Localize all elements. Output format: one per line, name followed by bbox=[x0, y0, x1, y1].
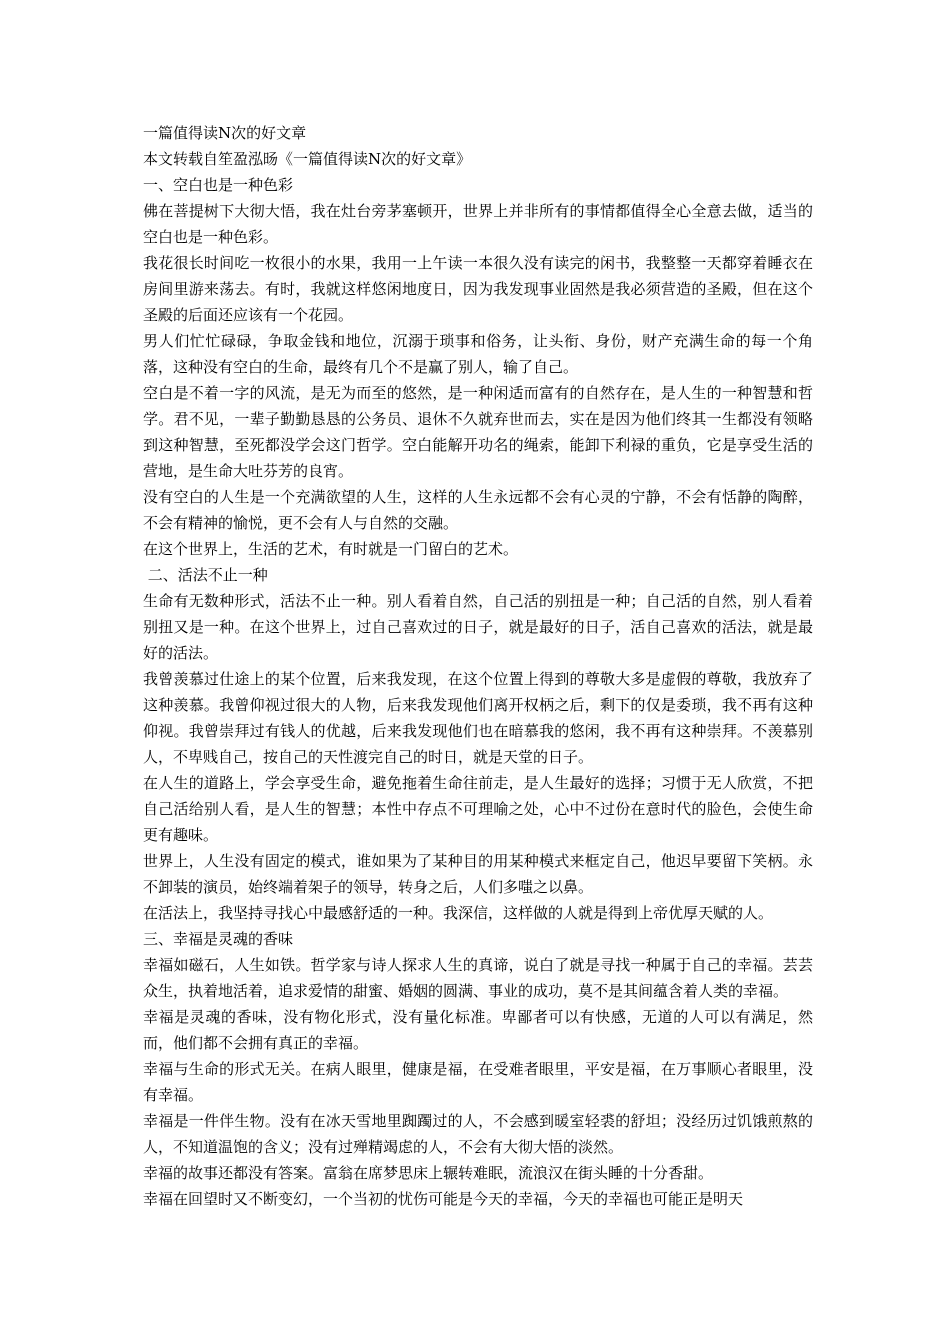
paragraph: 幸福与生命的形式无关。在病人眼里，健康是福，在受难者眼里，平安是福，在万事顺心者眼里，没有幸福。 bbox=[143, 1060, 813, 1104]
paragraph: 在人生的道路上，学会享受生命，避免拖着生命往前走，是人生最好的选择；习惯于无人欣赏，不把自己活给别人看，是人生的智慧；本性中存点不可理喻之处，心中不过份在意时代的脸色，会使生命更有趣味。 bbox=[143, 774, 813, 844]
paragraph: 在这个世界上，生活的艺术，有时就是一门留白的艺术。 bbox=[143, 540, 519, 558]
paragraph: 在活法上，我坚持寻找心中最感舒适的一种。我深信，这样做的人就是得到上帝优厚天赋的人。 bbox=[143, 904, 774, 922]
section-heading: 一、空白也是一种色彩 bbox=[143, 176, 294, 194]
paragraph: 男人们忙忙碌碌，争取金钱和地位，沉溺于琐事和俗务，让头衔、身份，财产充满生命的每一个角落，这种没有空白的生命，最终有几个不是赢了别人，输了自己。 bbox=[143, 332, 813, 376]
paragraph: 佛在菩提树下大彻大悟，我在灶台旁茅塞顿开，世界上并非所有的事情都值得全心全意去做，适当的空白也是一种色彩。 bbox=[143, 202, 813, 246]
section-heading: 三、幸福是灵魂的香味 bbox=[143, 930, 294, 948]
document-title: 一篇值得读N次的好文章 bbox=[143, 124, 307, 142]
paragraph: 空白是不着一字的风流，是无为而至的悠然，是一种闲适而富有的自然存在，是人生的一种智慧和哲学。君不见，一辈子勤勤恳恳的公务员、退休不久就弃世而去，实在是因为他们终其一生都没有领略到这种智慧，至死都没学会这门哲学。空白能解开功名的绳索，能卸下利禄的重负，它是享受生活的营地，是生命大吐芬芳的良宵。 bbox=[143, 384, 813, 480]
section-heading: 二、活法不止一种 bbox=[143, 566, 268, 584]
paragraph: 我曾羡慕过仕途上的某个位置，后来我发现，在这个位置上得到的尊敬大多是虚假的尊敬，我放弃了这种羡慕。我曾仰视过很大的人物，后来我发现他们离开权柄之后，剩下的仅是委琐，我不再有这种仰视。我曾崇拜过有钱人的优越，后来我发现他们也在暗慕我的悠闲，我不再有这种崇拜。不羡慕别人，不卑贱自己，按自己的天性渡完自己的时日，就是天堂的日子。 bbox=[143, 670, 813, 766]
paragraph: 幸福在回望时又不断变幻，一个当初的忧伤可能是今天的幸福，今天的幸福也可能正是明天 bbox=[143, 1190, 744, 1208]
paragraph: 幸福是灵魂的香味，没有物化形式，没有量化标准。卑鄙者可以有快感，无道的人可以有满足，然而，他们都不会拥有真正的幸福。 bbox=[143, 1008, 813, 1052]
document-source: 本文转载自笙盈泓旸《一篇值得读N次的好文章》 bbox=[143, 150, 472, 168]
paragraph: 幸福的故事还都没有答案。富翁在席梦思床上辗转难眠，流浪汉在街头睡的十分香甜。 bbox=[143, 1164, 714, 1182]
paragraph: 生命有无数种形式，活法不止一种。别人看着自然，自己活的别扭是一种；自己活的自然，别人看着别扭又是一种。在这个世界上，过自己喜欢过的日子，就是最好的日子，活自己喜欢的活法，就是最好的活法。 bbox=[143, 592, 813, 662]
paragraph: 没有空白的人生是一个充满欲望的人生，这样的人生永远都不会有心灵的宁静，不会有恬静的陶醉，不会有精神的愉悦，更不会有人与自然的交融。 bbox=[143, 488, 813, 532]
paragraph: 世界上，人生没有固定的模式，谁如果为了某种目的用某种模式来框定自己，他迟早要留下笑柄。永不卸装的演员，始终端着架子的领导，转身之后，人们多嗤之以鼻。 bbox=[143, 852, 813, 896]
paragraph: 我花很长时间吃一枚很小的水果，我用一上午读一本很久没有读完的闲书，我整整一天都穿着睡衣在房间里游来荡去。有时，我就这样悠闲地度日，因为我发现事业固然是我必须营造的圣殿，但在这个圣殿的后面还应该有一个花园。 bbox=[143, 254, 813, 324]
document-page bbox=[143, 120, 813, 1212]
paragraph: 幸福如磁石，人生如铁。哲学家与诗人探求人生的真谛，说白了就是寻找一种属于自己的幸福。芸芸众生，执着地活着，追求爱情的甜蜜、婚姻的圆满、事业的成功，莫不是其间蕴含着人类的幸福。 bbox=[143, 956, 813, 1000]
paragraph: 幸福是一件伴生物。没有在冰天雪地里踟躅过的人，不会感到暖室轻裘的舒坦；没经历过饥饿煎熬的人，不知道温饱的含义；没有过殚精竭虑的人，不会有大彻大悟的淡然。 bbox=[143, 1112, 813, 1156]
